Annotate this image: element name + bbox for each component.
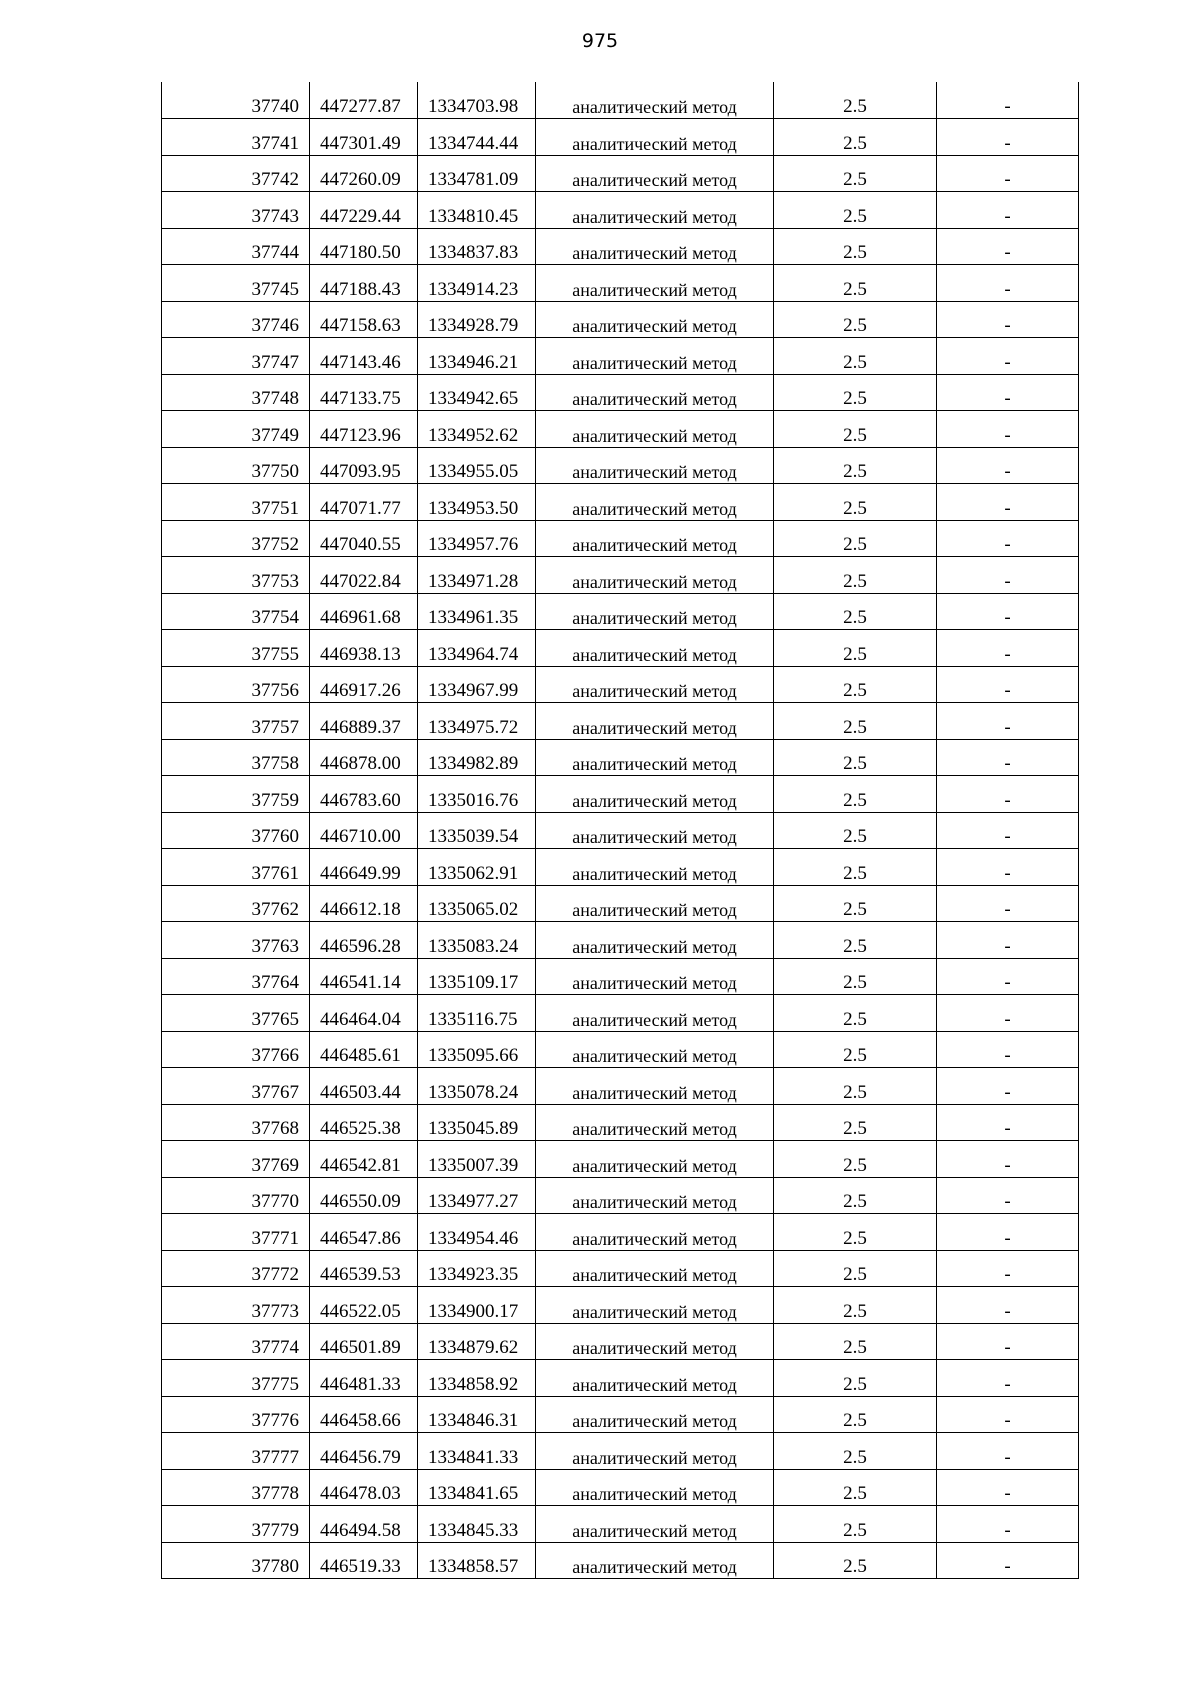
note-cell: - bbox=[937, 1177, 1079, 1214]
accuracy-cell: 2.5 bbox=[774, 82, 937, 119]
note-cell: - bbox=[937, 849, 1079, 886]
accuracy-cell: 2.5 bbox=[774, 1141, 937, 1178]
note-cell: - bbox=[937, 374, 1079, 411]
y-coordinate-cell: 1335109.17 bbox=[418, 958, 536, 995]
y-coordinate-cell: 1334967.99 bbox=[418, 666, 536, 703]
y-coordinate-cell: 1334923.35 bbox=[418, 1250, 536, 1287]
accuracy-cell: 2.5 bbox=[774, 1068, 937, 1105]
accuracy-cell: 2.5 bbox=[774, 374, 937, 411]
table-row bbox=[162, 1104, 1079, 1141]
note-cell: - bbox=[937, 520, 1079, 557]
y-coordinate-cell: 1334845.33 bbox=[418, 1506, 536, 1543]
accuracy-cell: 2.5 bbox=[774, 1469, 937, 1506]
table-row bbox=[162, 666, 1079, 703]
table-row bbox=[162, 1031, 1079, 1068]
accuracy-cell: 2.5 bbox=[774, 776, 937, 813]
method-cell: аналитический метод bbox=[536, 1031, 774, 1068]
x-coordinate-cell: 446783.60 bbox=[310, 776, 418, 813]
y-coordinate-cell: 1334977.27 bbox=[418, 1177, 536, 1214]
method-cell: аналитический метод bbox=[536, 1396, 774, 1433]
method-cell: аналитический метод bbox=[536, 739, 774, 776]
table-row bbox=[162, 1469, 1079, 1506]
note-cell: - bbox=[937, 666, 1079, 703]
method-cell: аналитический метод bbox=[536, 338, 774, 375]
y-coordinate-cell: 1334837.83 bbox=[418, 228, 536, 265]
accuracy-cell: 2.5 bbox=[774, 119, 937, 156]
accuracy-cell: 2.5 bbox=[774, 338, 937, 375]
accuracy-cell: 2.5 bbox=[774, 1104, 937, 1141]
accuracy-cell: 2.5 bbox=[774, 484, 937, 521]
point-number-cell: 37769 bbox=[162, 1141, 310, 1178]
accuracy-cell: 2.5 bbox=[774, 520, 937, 557]
method-cell: аналитический метод bbox=[536, 192, 774, 229]
y-coordinate-cell: 1334952.62 bbox=[418, 411, 536, 448]
x-coordinate-cell: 446501.89 bbox=[310, 1323, 418, 1360]
method-cell: аналитический метод bbox=[536, 1433, 774, 1470]
table-row bbox=[162, 447, 1079, 484]
accuracy-cell: 2.5 bbox=[774, 1287, 937, 1324]
table-row bbox=[162, 155, 1079, 192]
note-cell: - bbox=[937, 593, 1079, 630]
point-number-cell: 37773 bbox=[162, 1287, 310, 1324]
method-cell: аналитический метод bbox=[536, 922, 774, 959]
point-number-cell: 37775 bbox=[162, 1360, 310, 1397]
x-coordinate-cell: 446547.86 bbox=[310, 1214, 418, 1251]
method-cell: аналитический метод bbox=[536, 849, 774, 886]
y-coordinate-cell: 1334955.05 bbox=[418, 447, 536, 484]
method-cell: аналитический метод bbox=[536, 447, 774, 484]
method-cell: аналитический метод bbox=[536, 812, 774, 849]
y-coordinate-cell: 1334858.57 bbox=[418, 1542, 536, 1579]
table-row bbox=[162, 82, 1079, 119]
x-coordinate-cell: 446485.61 bbox=[310, 1031, 418, 1068]
y-coordinate-cell: 1334946.21 bbox=[418, 338, 536, 375]
table-row bbox=[162, 1141, 1079, 1178]
x-coordinate-cell: 446481.33 bbox=[310, 1360, 418, 1397]
note-cell: - bbox=[937, 776, 1079, 813]
y-coordinate-cell: 1334914.23 bbox=[418, 265, 536, 302]
accuracy-cell: 2.5 bbox=[774, 958, 937, 995]
coordinates-table bbox=[161, 82, 1079, 1579]
note-cell: - bbox=[937, 82, 1079, 119]
table-row bbox=[162, 885, 1079, 922]
y-coordinate-cell: 1335083.24 bbox=[418, 922, 536, 959]
x-coordinate-cell: 446478.03 bbox=[310, 1469, 418, 1506]
y-coordinate-cell: 1335016.76 bbox=[418, 776, 536, 813]
point-number-cell: 37757 bbox=[162, 703, 310, 740]
method-cell: аналитический метод bbox=[536, 411, 774, 448]
point-number-cell: 37760 bbox=[162, 812, 310, 849]
x-coordinate-cell: 446938.13 bbox=[310, 630, 418, 667]
table-row bbox=[162, 228, 1079, 265]
accuracy-cell: 2.5 bbox=[774, 1177, 937, 1214]
point-number-cell: 37746 bbox=[162, 301, 310, 338]
y-coordinate-cell: 1334971.28 bbox=[418, 557, 536, 594]
accuracy-cell: 2.5 bbox=[774, 265, 937, 302]
y-coordinate-cell: 1334879.62 bbox=[418, 1323, 536, 1360]
table-row bbox=[162, 1214, 1079, 1251]
x-coordinate-cell: 447071.77 bbox=[310, 484, 418, 521]
x-coordinate-cell: 447093.95 bbox=[310, 447, 418, 484]
point-number-cell: 37742 bbox=[162, 155, 310, 192]
point-number-cell: 37763 bbox=[162, 922, 310, 959]
x-coordinate-cell: 447022.84 bbox=[310, 557, 418, 594]
point-number-cell: 37741 bbox=[162, 119, 310, 156]
method-cell: аналитический метод bbox=[536, 119, 774, 156]
method-cell: аналитический метод bbox=[536, 1141, 774, 1178]
point-number-cell: 37777 bbox=[162, 1433, 310, 1470]
accuracy-cell: 2.5 bbox=[774, 557, 937, 594]
note-cell: - bbox=[937, 958, 1079, 995]
table-row bbox=[162, 1250, 1079, 1287]
y-coordinate-cell: 1334810.45 bbox=[418, 192, 536, 229]
note-cell: - bbox=[937, 1031, 1079, 1068]
y-coordinate-cell: 1335039.54 bbox=[418, 812, 536, 849]
accuracy-cell: 2.5 bbox=[774, 995, 937, 1032]
method-cell: аналитический метод bbox=[536, 776, 774, 813]
point-number-cell: 37745 bbox=[162, 265, 310, 302]
x-coordinate-cell: 446503.44 bbox=[310, 1068, 418, 1105]
accuracy-cell: 2.5 bbox=[774, 1214, 937, 1251]
note-cell: - bbox=[937, 812, 1079, 849]
accuracy-cell: 2.5 bbox=[774, 447, 937, 484]
x-coordinate-cell: 447143.46 bbox=[310, 338, 418, 375]
table-row bbox=[162, 1360, 1079, 1397]
y-coordinate-cell: 1334975.72 bbox=[418, 703, 536, 740]
accuracy-cell: 2.5 bbox=[774, 301, 937, 338]
table-row bbox=[162, 301, 1079, 338]
point-number-cell: 37774 bbox=[162, 1323, 310, 1360]
x-coordinate-cell: 446917.26 bbox=[310, 666, 418, 703]
table-row bbox=[162, 1506, 1079, 1543]
accuracy-cell: 2.5 bbox=[774, 1031, 937, 1068]
x-coordinate-cell: 446542.81 bbox=[310, 1141, 418, 1178]
y-coordinate-cell: 1335116.75 bbox=[418, 995, 536, 1032]
table-row bbox=[162, 484, 1079, 521]
y-coordinate-cell: 1334841.33 bbox=[418, 1433, 536, 1470]
x-coordinate-cell: 446596.28 bbox=[310, 922, 418, 959]
x-coordinate-cell: 446649.99 bbox=[310, 849, 418, 886]
x-coordinate-cell: 447277.87 bbox=[310, 82, 418, 119]
x-coordinate-cell: 446550.09 bbox=[310, 1177, 418, 1214]
note-cell: - bbox=[937, 1250, 1079, 1287]
y-coordinate-cell: 1335007.39 bbox=[418, 1141, 536, 1178]
point-number-cell: 37754 bbox=[162, 593, 310, 630]
table-row bbox=[162, 520, 1079, 557]
accuracy-cell: 2.5 bbox=[774, 1396, 937, 1433]
table-row bbox=[162, 1433, 1079, 1470]
method-cell: аналитический метод bbox=[536, 1360, 774, 1397]
method-cell: аналитический метод bbox=[536, 520, 774, 557]
accuracy-cell: 2.5 bbox=[774, 155, 937, 192]
table-row bbox=[162, 1287, 1079, 1324]
accuracy-cell: 2.5 bbox=[774, 411, 937, 448]
note-cell: - bbox=[937, 1360, 1079, 1397]
note-cell: - bbox=[937, 228, 1079, 265]
note-cell: - bbox=[937, 338, 1079, 375]
method-cell: аналитический метод bbox=[536, 228, 774, 265]
y-coordinate-cell: 1334703.98 bbox=[418, 82, 536, 119]
table-row bbox=[162, 958, 1079, 995]
accuracy-cell: 2.5 bbox=[774, 849, 937, 886]
point-number-cell: 37771 bbox=[162, 1214, 310, 1251]
method-cell: аналитический метод bbox=[536, 885, 774, 922]
method-cell: аналитический метод bbox=[536, 1068, 774, 1105]
y-coordinate-cell: 1334954.46 bbox=[418, 1214, 536, 1251]
y-coordinate-cell: 1334841.65 bbox=[418, 1469, 536, 1506]
x-coordinate-cell: 447260.09 bbox=[310, 155, 418, 192]
point-number-cell: 37744 bbox=[162, 228, 310, 265]
x-coordinate-cell: 446519.33 bbox=[310, 1542, 418, 1579]
y-coordinate-cell: 1335065.02 bbox=[418, 885, 536, 922]
y-coordinate-cell: 1334961.35 bbox=[418, 593, 536, 630]
table-row bbox=[162, 812, 1079, 849]
table-row bbox=[162, 1177, 1079, 1214]
table-row bbox=[162, 776, 1079, 813]
x-coordinate-cell: 446525.38 bbox=[310, 1104, 418, 1141]
x-coordinate-cell: 446458.66 bbox=[310, 1396, 418, 1433]
note-cell: - bbox=[937, 1433, 1079, 1470]
y-coordinate-cell: 1335095.66 bbox=[418, 1031, 536, 1068]
note-cell: - bbox=[937, 1542, 1079, 1579]
y-coordinate-cell: 1334953.50 bbox=[418, 484, 536, 521]
y-coordinate-cell: 1334982.89 bbox=[418, 739, 536, 776]
accuracy-cell: 2.5 bbox=[774, 1250, 937, 1287]
note-cell: - bbox=[937, 192, 1079, 229]
table-row bbox=[162, 1396, 1079, 1433]
table-row bbox=[162, 1323, 1079, 1360]
point-number-cell: 37778 bbox=[162, 1469, 310, 1506]
method-cell: аналитический метод bbox=[536, 1542, 774, 1579]
accuracy-cell: 2.5 bbox=[774, 703, 937, 740]
point-number-cell: 37759 bbox=[162, 776, 310, 813]
point-number-cell: 37740 bbox=[162, 82, 310, 119]
note-cell: - bbox=[937, 630, 1079, 667]
coordinates-table-body bbox=[162, 82, 1079, 1579]
note-cell: - bbox=[937, 1469, 1079, 1506]
x-coordinate-cell: 446612.18 bbox=[310, 885, 418, 922]
point-number-cell: 37753 bbox=[162, 557, 310, 594]
method-cell: аналитический метод bbox=[536, 1287, 774, 1324]
x-coordinate-cell: 447040.55 bbox=[310, 520, 418, 557]
point-number-cell: 37780 bbox=[162, 1542, 310, 1579]
x-coordinate-cell: 446878.00 bbox=[310, 739, 418, 776]
x-coordinate-cell: 447229.44 bbox=[310, 192, 418, 229]
method-cell: аналитический метод bbox=[536, 1469, 774, 1506]
y-coordinate-cell: 1334781.09 bbox=[418, 155, 536, 192]
note-cell: - bbox=[937, 703, 1079, 740]
x-coordinate-cell: 446541.14 bbox=[310, 958, 418, 995]
method-cell: аналитический метод bbox=[536, 630, 774, 667]
point-number-cell: 37747 bbox=[162, 338, 310, 375]
y-coordinate-cell: 1335062.91 bbox=[418, 849, 536, 886]
x-coordinate-cell: 446961.68 bbox=[310, 593, 418, 630]
note-cell: - bbox=[937, 1068, 1079, 1105]
method-cell: аналитический метод bbox=[536, 666, 774, 703]
method-cell: аналитический метод bbox=[536, 1214, 774, 1251]
method-cell: аналитический метод bbox=[536, 1506, 774, 1543]
note-cell: - bbox=[937, 119, 1079, 156]
table-row bbox=[162, 593, 1079, 630]
point-number-cell: 37751 bbox=[162, 484, 310, 521]
accuracy-cell: 2.5 bbox=[774, 1506, 937, 1543]
method-cell: аналитический метод bbox=[536, 82, 774, 119]
point-number-cell: 37758 bbox=[162, 739, 310, 776]
table-row bbox=[162, 1068, 1079, 1105]
table-row bbox=[162, 739, 1079, 776]
x-coordinate-cell: 447158.63 bbox=[310, 301, 418, 338]
note-cell: - bbox=[937, 265, 1079, 302]
accuracy-cell: 2.5 bbox=[774, 739, 937, 776]
method-cell: аналитический метод bbox=[536, 1177, 774, 1214]
y-coordinate-cell: 1334942.65 bbox=[418, 374, 536, 411]
point-number-cell: 37767 bbox=[162, 1068, 310, 1105]
note-cell: - bbox=[937, 484, 1079, 521]
note-cell: - bbox=[937, 1506, 1079, 1543]
method-cell: аналитический метод bbox=[536, 703, 774, 740]
point-number-cell: 37762 bbox=[162, 885, 310, 922]
note-cell: - bbox=[937, 155, 1079, 192]
point-number-cell: 37772 bbox=[162, 1250, 310, 1287]
method-cell: аналитический метод bbox=[536, 374, 774, 411]
point-number-cell: 37765 bbox=[162, 995, 310, 1032]
y-coordinate-cell: 1334928.79 bbox=[418, 301, 536, 338]
note-cell: - bbox=[937, 301, 1079, 338]
table-row bbox=[162, 411, 1079, 448]
y-coordinate-cell: 1334957.76 bbox=[418, 520, 536, 557]
x-coordinate-cell: 446889.37 bbox=[310, 703, 418, 740]
accuracy-cell: 2.5 bbox=[774, 922, 937, 959]
table-row bbox=[162, 995, 1079, 1032]
note-cell: - bbox=[937, 885, 1079, 922]
method-cell: аналитический метод bbox=[536, 557, 774, 594]
note-cell: - bbox=[937, 1287, 1079, 1324]
accuracy-cell: 2.5 bbox=[774, 228, 937, 265]
accuracy-cell: 2.5 bbox=[774, 885, 937, 922]
note-cell: - bbox=[937, 739, 1079, 776]
y-coordinate-cell: 1334744.44 bbox=[418, 119, 536, 156]
table-row bbox=[162, 1542, 1079, 1579]
method-cell: аналитический метод bbox=[536, 593, 774, 630]
point-number-cell: 37755 bbox=[162, 630, 310, 667]
note-cell: - bbox=[937, 447, 1079, 484]
note-cell: - bbox=[937, 922, 1079, 959]
x-coordinate-cell: 446464.04 bbox=[310, 995, 418, 1032]
accuracy-cell: 2.5 bbox=[774, 1542, 937, 1579]
note-cell: - bbox=[937, 1141, 1079, 1178]
point-number-cell: 37748 bbox=[162, 374, 310, 411]
table-row bbox=[162, 265, 1079, 302]
x-coordinate-cell: 447301.49 bbox=[310, 119, 418, 156]
point-number-cell: 37761 bbox=[162, 849, 310, 886]
note-cell: - bbox=[937, 1214, 1079, 1251]
point-number-cell: 37743 bbox=[162, 192, 310, 229]
method-cell: аналитический метод bbox=[536, 1323, 774, 1360]
point-number-cell: 37776 bbox=[162, 1396, 310, 1433]
point-number-cell: 37750 bbox=[162, 447, 310, 484]
accuracy-cell: 2.5 bbox=[774, 812, 937, 849]
method-cell: аналитический метод bbox=[536, 958, 774, 995]
method-cell: аналитический метод bbox=[536, 1250, 774, 1287]
table-row bbox=[162, 374, 1079, 411]
method-cell: аналитический метод bbox=[536, 484, 774, 521]
method-cell: аналитический метод bbox=[536, 1104, 774, 1141]
method-cell: аналитический метод bbox=[536, 301, 774, 338]
y-coordinate-cell: 1334964.74 bbox=[418, 630, 536, 667]
x-coordinate-cell: 446494.58 bbox=[310, 1506, 418, 1543]
accuracy-cell: 2.5 bbox=[774, 192, 937, 229]
page-number: 975 bbox=[581, 30, 619, 52]
table-row bbox=[162, 849, 1079, 886]
x-coordinate-cell: 447188.43 bbox=[310, 265, 418, 302]
accuracy-cell: 2.5 bbox=[774, 1323, 937, 1360]
method-cell: аналитический метод bbox=[536, 995, 774, 1032]
note-cell: - bbox=[937, 1323, 1079, 1360]
accuracy-cell: 2.5 bbox=[774, 630, 937, 667]
note-cell: - bbox=[937, 995, 1079, 1032]
point-number-cell: 37749 bbox=[162, 411, 310, 448]
table-row bbox=[162, 922, 1079, 959]
accuracy-cell: 2.5 bbox=[774, 1360, 937, 1397]
point-number-cell: 37779 bbox=[162, 1506, 310, 1543]
method-cell: аналитический метод bbox=[536, 155, 774, 192]
x-coordinate-cell: 447180.50 bbox=[310, 228, 418, 265]
accuracy-cell: 2.5 bbox=[774, 666, 937, 703]
point-number-cell: 37768 bbox=[162, 1104, 310, 1141]
note-cell: - bbox=[937, 1396, 1079, 1433]
x-coordinate-cell: 447133.75 bbox=[310, 374, 418, 411]
point-number-cell: 37770 bbox=[162, 1177, 310, 1214]
table-row bbox=[162, 338, 1079, 375]
table-row bbox=[162, 192, 1079, 229]
x-coordinate-cell: 446456.79 bbox=[310, 1433, 418, 1470]
y-coordinate-cell: 1334858.92 bbox=[418, 1360, 536, 1397]
accuracy-cell: 2.5 bbox=[774, 1433, 937, 1470]
note-cell: - bbox=[937, 557, 1079, 594]
x-coordinate-cell: 447123.96 bbox=[310, 411, 418, 448]
x-coordinate-cell: 446522.05 bbox=[310, 1287, 418, 1324]
point-number-cell: 37766 bbox=[162, 1031, 310, 1068]
x-coordinate-cell: 446539.53 bbox=[310, 1250, 418, 1287]
note-cell: - bbox=[937, 411, 1079, 448]
point-number-cell: 37752 bbox=[162, 520, 310, 557]
table-row bbox=[162, 630, 1079, 667]
note-cell: - bbox=[937, 1104, 1079, 1141]
point-number-cell: 37764 bbox=[162, 958, 310, 995]
y-coordinate-cell: 1335078.24 bbox=[418, 1068, 536, 1105]
y-coordinate-cell: 1334900.17 bbox=[418, 1287, 536, 1324]
y-coordinate-cell: 1334846.31 bbox=[418, 1396, 536, 1433]
point-number-cell: 37756 bbox=[162, 666, 310, 703]
table-row bbox=[162, 119, 1079, 156]
table-row bbox=[162, 703, 1079, 740]
y-coordinate-cell: 1335045.89 bbox=[418, 1104, 536, 1141]
method-cell: аналитический метод bbox=[536, 265, 774, 302]
table-row bbox=[162, 557, 1079, 594]
x-coordinate-cell: 446710.00 bbox=[310, 812, 418, 849]
accuracy-cell: 2.5 bbox=[774, 593, 937, 630]
